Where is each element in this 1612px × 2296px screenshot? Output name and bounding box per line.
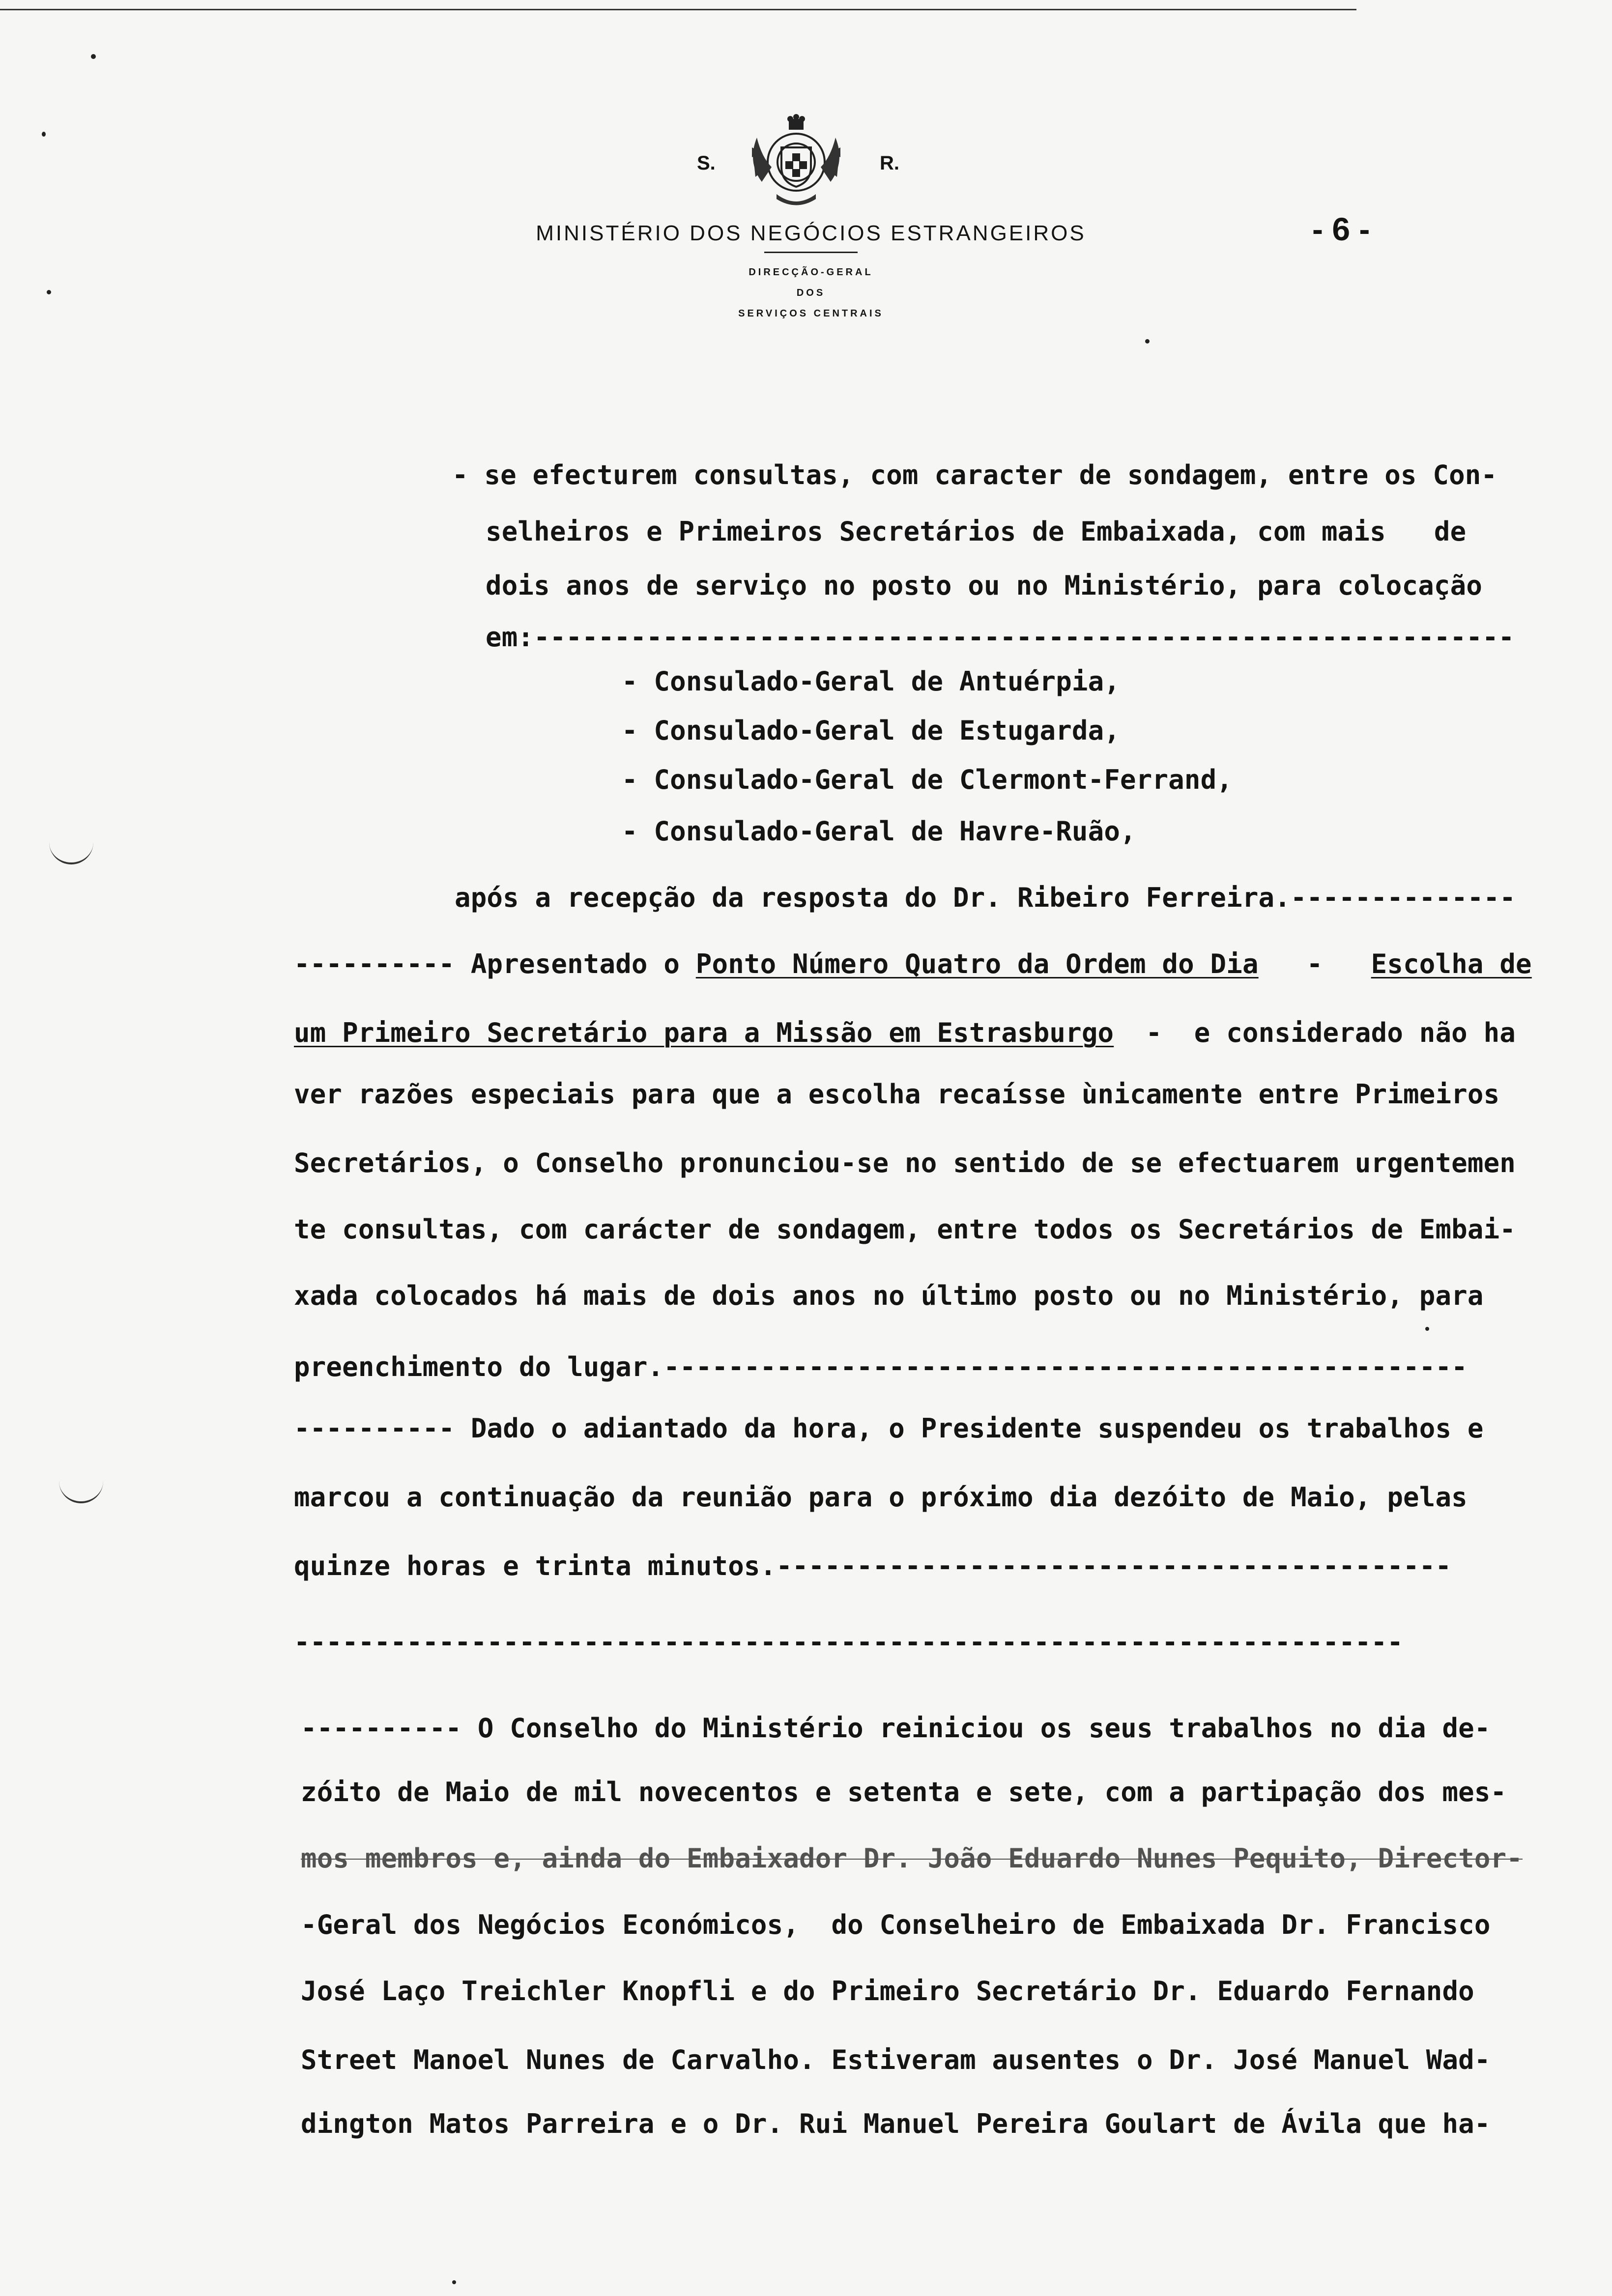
text-line: dington Matos Parreira e o Dr. Rui Manuel Pereira Goulart de Ávila que ha-	[301, 2108, 1491, 2139]
text-line: selheiros e Primeiros Secretários de Embaixada, com mais de	[486, 516, 1467, 547]
text-line: ver razões especiais para que a escolha recaísse ùnicamente entre Primeiros	[294, 1079, 1500, 1110]
page-number: - 6 -	[1312, 211, 1370, 247]
text-line: te consultas, com carácter de sondagem, entre todos os Secretários de Embai-	[294, 1214, 1516, 1245]
scan-speck	[42, 132, 46, 137]
list-item: - Consulado-Geral de Clermont-Ferrand,	[622, 764, 1233, 795]
directorate-line-2: DOS	[796, 287, 826, 298]
list-item: - Consulado-Geral de Antuérpia,	[622, 666, 1121, 697]
text-line: ---------- Dado o adiantado da hora, o Presidente suspendeu os trabalhos e	[294, 1413, 1484, 1444]
scan-speck	[91, 54, 96, 59]
agenda-item-title: Escolha de	[1371, 948, 1532, 979]
agenda-item-heading: Ponto Número Quatro da Ordem do Dia	[695, 948, 1259, 979]
text-segment: ---------- Apresentado o	[294, 948, 696, 979]
scan-speck	[452, 2280, 456, 2284]
text-line: dois anos de serviço no posto ou no Ministério, para colocação	[486, 570, 1483, 601]
text-line: - se efecturem consultas, com caracter de sondagem, entre os Con-	[452, 459, 1497, 490]
scan-speck	[1425, 1327, 1429, 1331]
text-line: zóito de Maio de mil novecentos e setenta e sete, com a partipação dos mes-	[301, 1777, 1507, 1808]
text-line	[294, 948, 1532, 979]
separator-line: ---------------------------------------------------------------------	[294, 1627, 1404, 1658]
list-item: - Consulado-Geral de Havre-Ruão,	[622, 816, 1136, 847]
text-line: quinze horas e trinta minutos.------------------------------------------	[294, 1550, 1452, 1581]
text-line: marcou a continuação da reunião para o próximo dia dezóito de Maio, pelas	[294, 1482, 1468, 1513]
seal-letter-left: S.	[697, 152, 716, 174]
scan-speck	[47, 290, 51, 294]
text-segment: - e considerado não ha	[1114, 1017, 1516, 1048]
text-line: -Geral dos Negócios Económicos, do Conselheiro de Embaixada Dr. Francisco	[301, 1909, 1491, 1940]
text-line: preenchimento do lugar.--------------------------------------------------	[294, 1351, 1468, 1382]
directorate-line-3: SERVIÇOS CENTRAIS	[738, 308, 884, 319]
text-line: Secretários, o Conselho pronunciou-se no sentido de se efectuarem urgentemen	[294, 1148, 1516, 1178]
directorate-line-1: DIRECÇÃO-GERAL	[748, 267, 873, 278]
text-line: José Laço Treichler Knopfli e do Primeiro Secretário Dr. Eduardo Fernando	[301, 1976, 1474, 2007]
text-line: ---------- O Conselho do Ministério reiniciou os seus trabalhos no dia de-	[301, 1713, 1491, 1744]
text-line: após a recepção da resposta do Dr. Ribeiro Ferreira.--------------	[455, 882, 1516, 913]
text-line: em:-------------------------------------------------------------	[486, 622, 1515, 653]
ministry-name: MINISTÉRIO DOS NEGÓCIOS ESTRANGEIROS	[536, 221, 1086, 245]
text-line: Street Manoel Nunes de Carvalho. Estiveram ausentes o Dr. José Manuel Wad-	[301, 2044, 1491, 2075]
text-line-faded: mos membros e, ainda do Embaixador Dr. João Eduardo Nunes Pequito, Director-	[301, 1843, 1523, 1874]
agenda-item-title-continued: um Primeiro Secretário para a Missão em Estrasburgo	[294, 1017, 1114, 1048]
list-item: - Consulado-Geral de Estugarda,	[622, 715, 1121, 746]
scan-speck	[1145, 339, 1150, 344]
text-segment: -	[1258, 948, 1371, 979]
seal-letter-right: R.	[880, 152, 899, 174]
text-line: xada colocados há mais de dois anos no último posto ou no Ministério, para	[294, 1280, 1484, 1311]
text-line	[294, 1017, 1516, 1048]
